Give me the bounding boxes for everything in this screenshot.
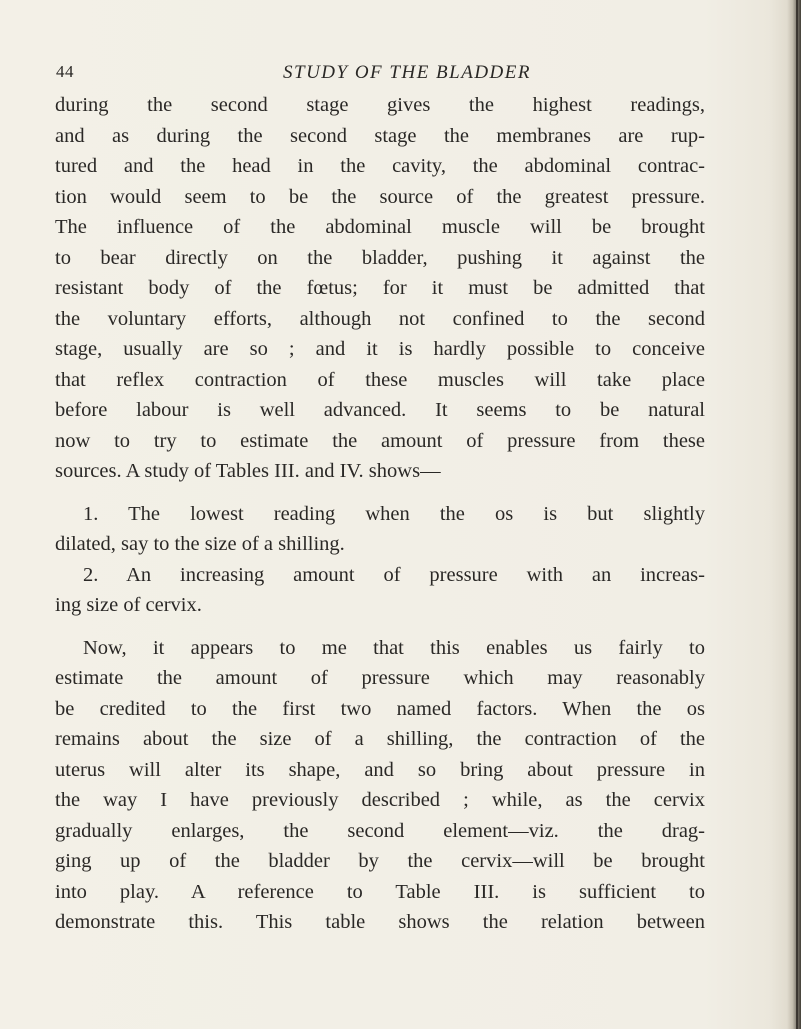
text-line: tured and the head in the cavity, the abdominal contrac-	[55, 155, 705, 177]
text-line: 1. The lowest reading when the os is but slightly	[83, 502, 705, 525]
text-line: stage, usually are so ; and it is hardly possible to conceive	[55, 338, 705, 360]
text-line: to bear directly on the bladder, pushing it against the	[55, 246, 705, 269]
list-item-2	[55, 560, 705, 621]
text-line: dilated, say to the size of a shilling.	[55, 533, 345, 555]
text-line: sources. A study of Tables III. and IV. shows—	[55, 460, 441, 482]
text-line: be credited to the first two named factors. When the os	[55, 697, 705, 720]
page-edge-shadow	[787, 0, 801, 1029]
text-line: demonstrate this. This table shows the relation between	[55, 911, 705, 933]
page-header	[56, 62, 706, 88]
text-line: ging up of the bladder by the cervix—will be brought	[55, 850, 705, 872]
text-line: gradually enlarges, the second element—viz. the drag-	[55, 819, 705, 842]
text-line: the voluntary efforts, although not confined to the second	[55, 307, 705, 330]
text-line: estimate the amount of pressure which may reasonably	[55, 667, 705, 689]
page-edge-line	[796, 0, 798, 1029]
paragraph-1	[55, 90, 705, 487]
running-title: STUDY OF THE BLADDER	[283, 62, 531, 83]
paragraph-gap	[55, 487, 705, 499]
text-line: remains about the size of a shilling, the contraction of the	[55, 728, 705, 750]
body-text	[55, 90, 705, 938]
text-line: that reflex contraction of these muscles will take place	[55, 368, 705, 391]
text-line: ing size of cervix.	[55, 594, 202, 616]
text-line: the way I have previously described ; while, as the cervix	[55, 789, 705, 811]
text-line: The influence of the abdominal muscle will be brought	[55, 216, 705, 238]
text-line: tion would seem to be the source of the greatest pressure.	[55, 185, 705, 208]
page-number: 44	[56, 62, 74, 81]
text-line: 2. An increasing amount of pressure with an increas-	[83, 563, 705, 586]
text-line: before labour is well advanced. It seems to be natural	[55, 399, 705, 421]
text-line: during the second stage gives the highest readings,	[55, 94, 705, 116]
text-line: now to try to estimate the amount of pressure from these	[55, 429, 705, 452]
paragraph-4	[55, 633, 705, 938]
paragraph-gap	[55, 621, 705, 633]
list-item-1	[55, 499, 705, 560]
text-line: resistant body of the fœtus; for it must be admitted that	[55, 277, 705, 299]
text-line: uterus will alter its shape, and so bring about pressure in	[55, 758, 705, 781]
text-line: and as during the second stage the membranes are rup-	[55, 124, 705, 147]
text-line: into play. A reference to Table III. is sufficient to	[55, 880, 705, 903]
text-line: Now, it appears to me that this enables us fairly to	[83, 636, 705, 659]
